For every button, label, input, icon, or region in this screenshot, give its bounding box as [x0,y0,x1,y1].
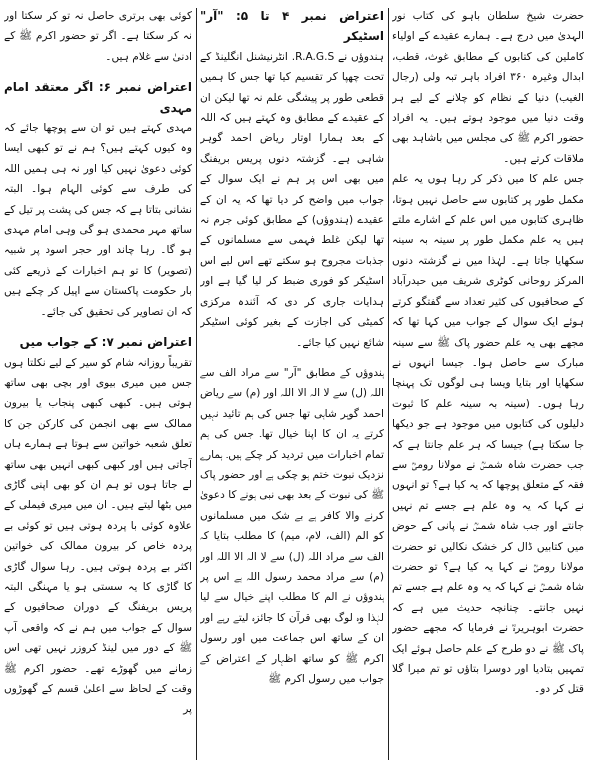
right-paragraph-2: جس علم کا میں ذکر کر رہا ہوں یہ علم مکمل طور پر کتابوں سے حاصل نہیں ہوتا، ظاہری کتابوں میں اس علم کے اشارے ملتے ہیں یہ علم مکمل طور پر سینہ بہ سینہ سکھایا جاتا ہے۔ لہٰذا میں نے گزشتہ دنوں المرکز روحانی کوٹری شریف میں حیدرآباد کے صحافیوں کی کثیر تعداد سے گفتگو کرتے ہوئے ایک سوال کے جواب میں کہا تھا کہ مجھے بھی یہ علم حضور پاک ﷺ سے سینہ مبارک سے حاصل ہوا۔ جیسا انہوں نے سکھایا اور بتایا ویسا ہی لوگوں تک پہنچا رہا ہوں۔ (سینہ بہ سینہ علم کا ثبوت دلیلوں کی کتابوں میں موجود ہے جو دیکھا جا سکتا ہے) جیسا کہ ہر علم جانتا ہے کہ جب حضرت شاہ شمسؒ نے مولانا رومیؒ سے فقہ کے متعلق پوچھا کہ یہ کیا ہے؟ تو انہوں نے کہا کہ یہ وہ علم ہے جسے تم نہیں جانتے اور جب شاہ شمسؒ نے پانی کے حوض میں کتابیں ڈال کر خشک نکالیں تو حضرت مولانا رومیؒ نے کہا یہ کیا ہے؟ تو حضرت شاہ شمسؒ نے کہا کہ یہ وہ علم ہے جسے تم نہیں جانتے۔ چنانچہ حدیث میں ہے کہ حضرت ابوہریرہؓ نے فرمایا کہ مجھے حضور پاک ﷺ نے دو طرح کے علم حاصل ہوئے ایک تمہیں بتادیا اور دوسرا بتاؤں تو تم میرا گلا قتل کر دو۔ [392,173,584,696]
right-paragraph-1: حضرت شیخ سلطان باہو کی کتاب نور الہدیٰ میں درج ہے۔ ہمارے عقیدے کے اولیاء کاملین کی کتابوں کے مطابق غوث، قطب، ابدال وغیرہ ۳۶۰ افراد باہر تبہ ولی (رجال الغیب) دنیا کے نظام کو چلانے کے لیے ہر وقت دنیا میں موجود ہوتے ہیں۔ یہ افراد حضور اکرم ﷺ کی مجلس میں باشاہد بھی ملاقات کرتے ہیں۔ [392,10,584,165]
article-column-right [392,6,584,764]
objection-6-paragraph: مہدی کہتے ہیں تو ان سے پوچھا جائے کہ وہ کیوں کہتے ہیں؟ ہم نے تو کبھی ایسا کوئی دعویٰ نہیں کیا اور نہ ہی ہمیں اللہ کی طرف سے کوئی الہام ہوا۔ البتہ نشانی بتاتا ہے کہ جس کی پشت پر تیل کے ساتھ مہر محمدی ہو گی وہی امام مہدی ہو گا۔ رہا چاند اور حجر اسود پر شبیہ (تصویر) کا تو ہم اخبارات کے ذریعے کئی بار حکومت پاکستان سے اپیل کر چکے ہیں کہ ان تصاویر کی تحقیق کی جائے۔ [4,122,192,318]
objection-6-heading: اعتراض نمبر ۶: اگر معتقد امام مہدی [4,80,192,115]
middle-paragraph-1: ہندوؤں نے R.A.G.S. انٹرنیشنل انگلینڈ کے تحت چھپا کر تقسیم کیا تھا جس کا ہمیں قطعی طور پر پیشگی علم نہ تھا لیکن ان کے عقیدے کے مطابق وہ کہتے ہیں کہ اللہ کے بعد ہمارا اوتار ریاض احمد گوہر شاہی ہے۔ گزشتہ دنوں پریس بریفنگ میں بھی اس پر ہم نے ایک سوال کے جواب میں واضح کر دیا تھا کہ یہ ان کے عقیدے (ہندوؤں) کے مطابق کوئی جرم نہ تھا لیکن غلط فہمی سے مسلمانوں کے جذبات مجروح ہو سکتے تھے اس لیے اس اسٹیکر کو فوری ضبط کر لیا گیا ہے اور ہدایات جاری کر دی کہ آئندہ مرکزی کمیٹی کی اجازت کے بغیر کوئی اسٹیکر شائع نہیں کیا جائے۔ [200,50,384,349]
objection-7-heading: اعتراض نمبر ۷: کے جواب میں [19,335,192,350]
paragraph-gap [200,353,384,363]
objection-7-paragraph: تقریباً روزانہ شام کو سیر کے لیے نکلتا ہوں جس میں میری بیوی اور بچی بھی ساتھ ہوتی ہیں۔ کبھی کبھی پنجاب یا بیرون ممالک سے بھی انجمن کی کارکن جن کا تعلق شعبہ خواتین سے ہوتا ہے ہمارے ہاں آجاتی ہیں اور کبھی کبھی انہیں بھی ساتھ لے جاتا ہوں تو ہم ان کو بھی اپنی گاڑی میں بٹھا لیتے ہیں۔ ان میں میری فیملی کے علاوہ کوئی با پردہ ہوتی ہیں تو کوئی بے پردہ خاص کر بیرون ممالک کی خواتین اکثر بے پردہ ہوتی ہیں۔ رہا سوال گاڑی کا گاڑی کا یہ سستی ہو یا مہنگی البتہ پریس بریفنگ کے دوران صحافیوں کے سوال کے جواب میں ہم نے کہ واقعی آپ ﷺ کے دور میں لینڈ کروزر نہیں تھی اس زمانے میں گھوڑے تھے۔ حضور اکرم ﷺ وقت کے لحاظ سے اعلیٰ قسم کے گھوڑوں پر [4,356,192,716]
paragraph-gap [4,322,192,332]
objection-4-5-heading: اعتراض نمبر ۴ تا ۵: "آر" اسٹیکر [200,9,384,44]
article-column-middle [200,6,384,764]
column-divider-left [196,8,197,760]
column-divider-right [388,8,389,760]
paragraph-gap [4,67,192,77]
middle-paragraph-2: ہندوؤں کے مطابق "آر" سے مراد الف سے اللہ (ل) سے لا الہ الا اللہ اور (م) سے ریاض احمد گوہر شاہی تھا جس کی ہم تائید نہیں کرتے یہ ان کا اپنا خیال تھا۔ جس کی ہم تمام اخبارات میں تردید کر چکے ہیں۔ ہمارے نزدیک نبوت ختم ہو چکی ہے اور حضور پاک ﷺ کی نبوت کے بعد بھی نبی ہونے کا دعویٰ کرنے والا کافر ہے بے شک میں مسلمانوں کو الم (الف، لام، میم) کا مطلب بتایا کہ الف سے مراد اللہ (ل) سے لا الہ الا اللہ اور (م) سے مراد محمد رسول اللہ ہے اس پر ہندوؤں نے الم کا مطلب اپنے خیال سے لیا لہٰذا وہ لوگ بھی قرآن کا جائزہ لیتے رہے اور ان کے ساتھ اس جماعت میں اور رسول اکرم ﷺ کو ساتھ اظہار کے اعتراض کے جواب میں رسول اکرم ﷺ [200,366,384,685]
left-intro-paragraph: کوئی بھی برتری حاصل نہ تو کر سکتا اور نہ کر سکتا ہے۔ اگر تو حضور اکرم ﷺ کے ادنیٰ سے غلام ہیں۔ [4,10,192,63]
article-column-left [4,6,192,764]
